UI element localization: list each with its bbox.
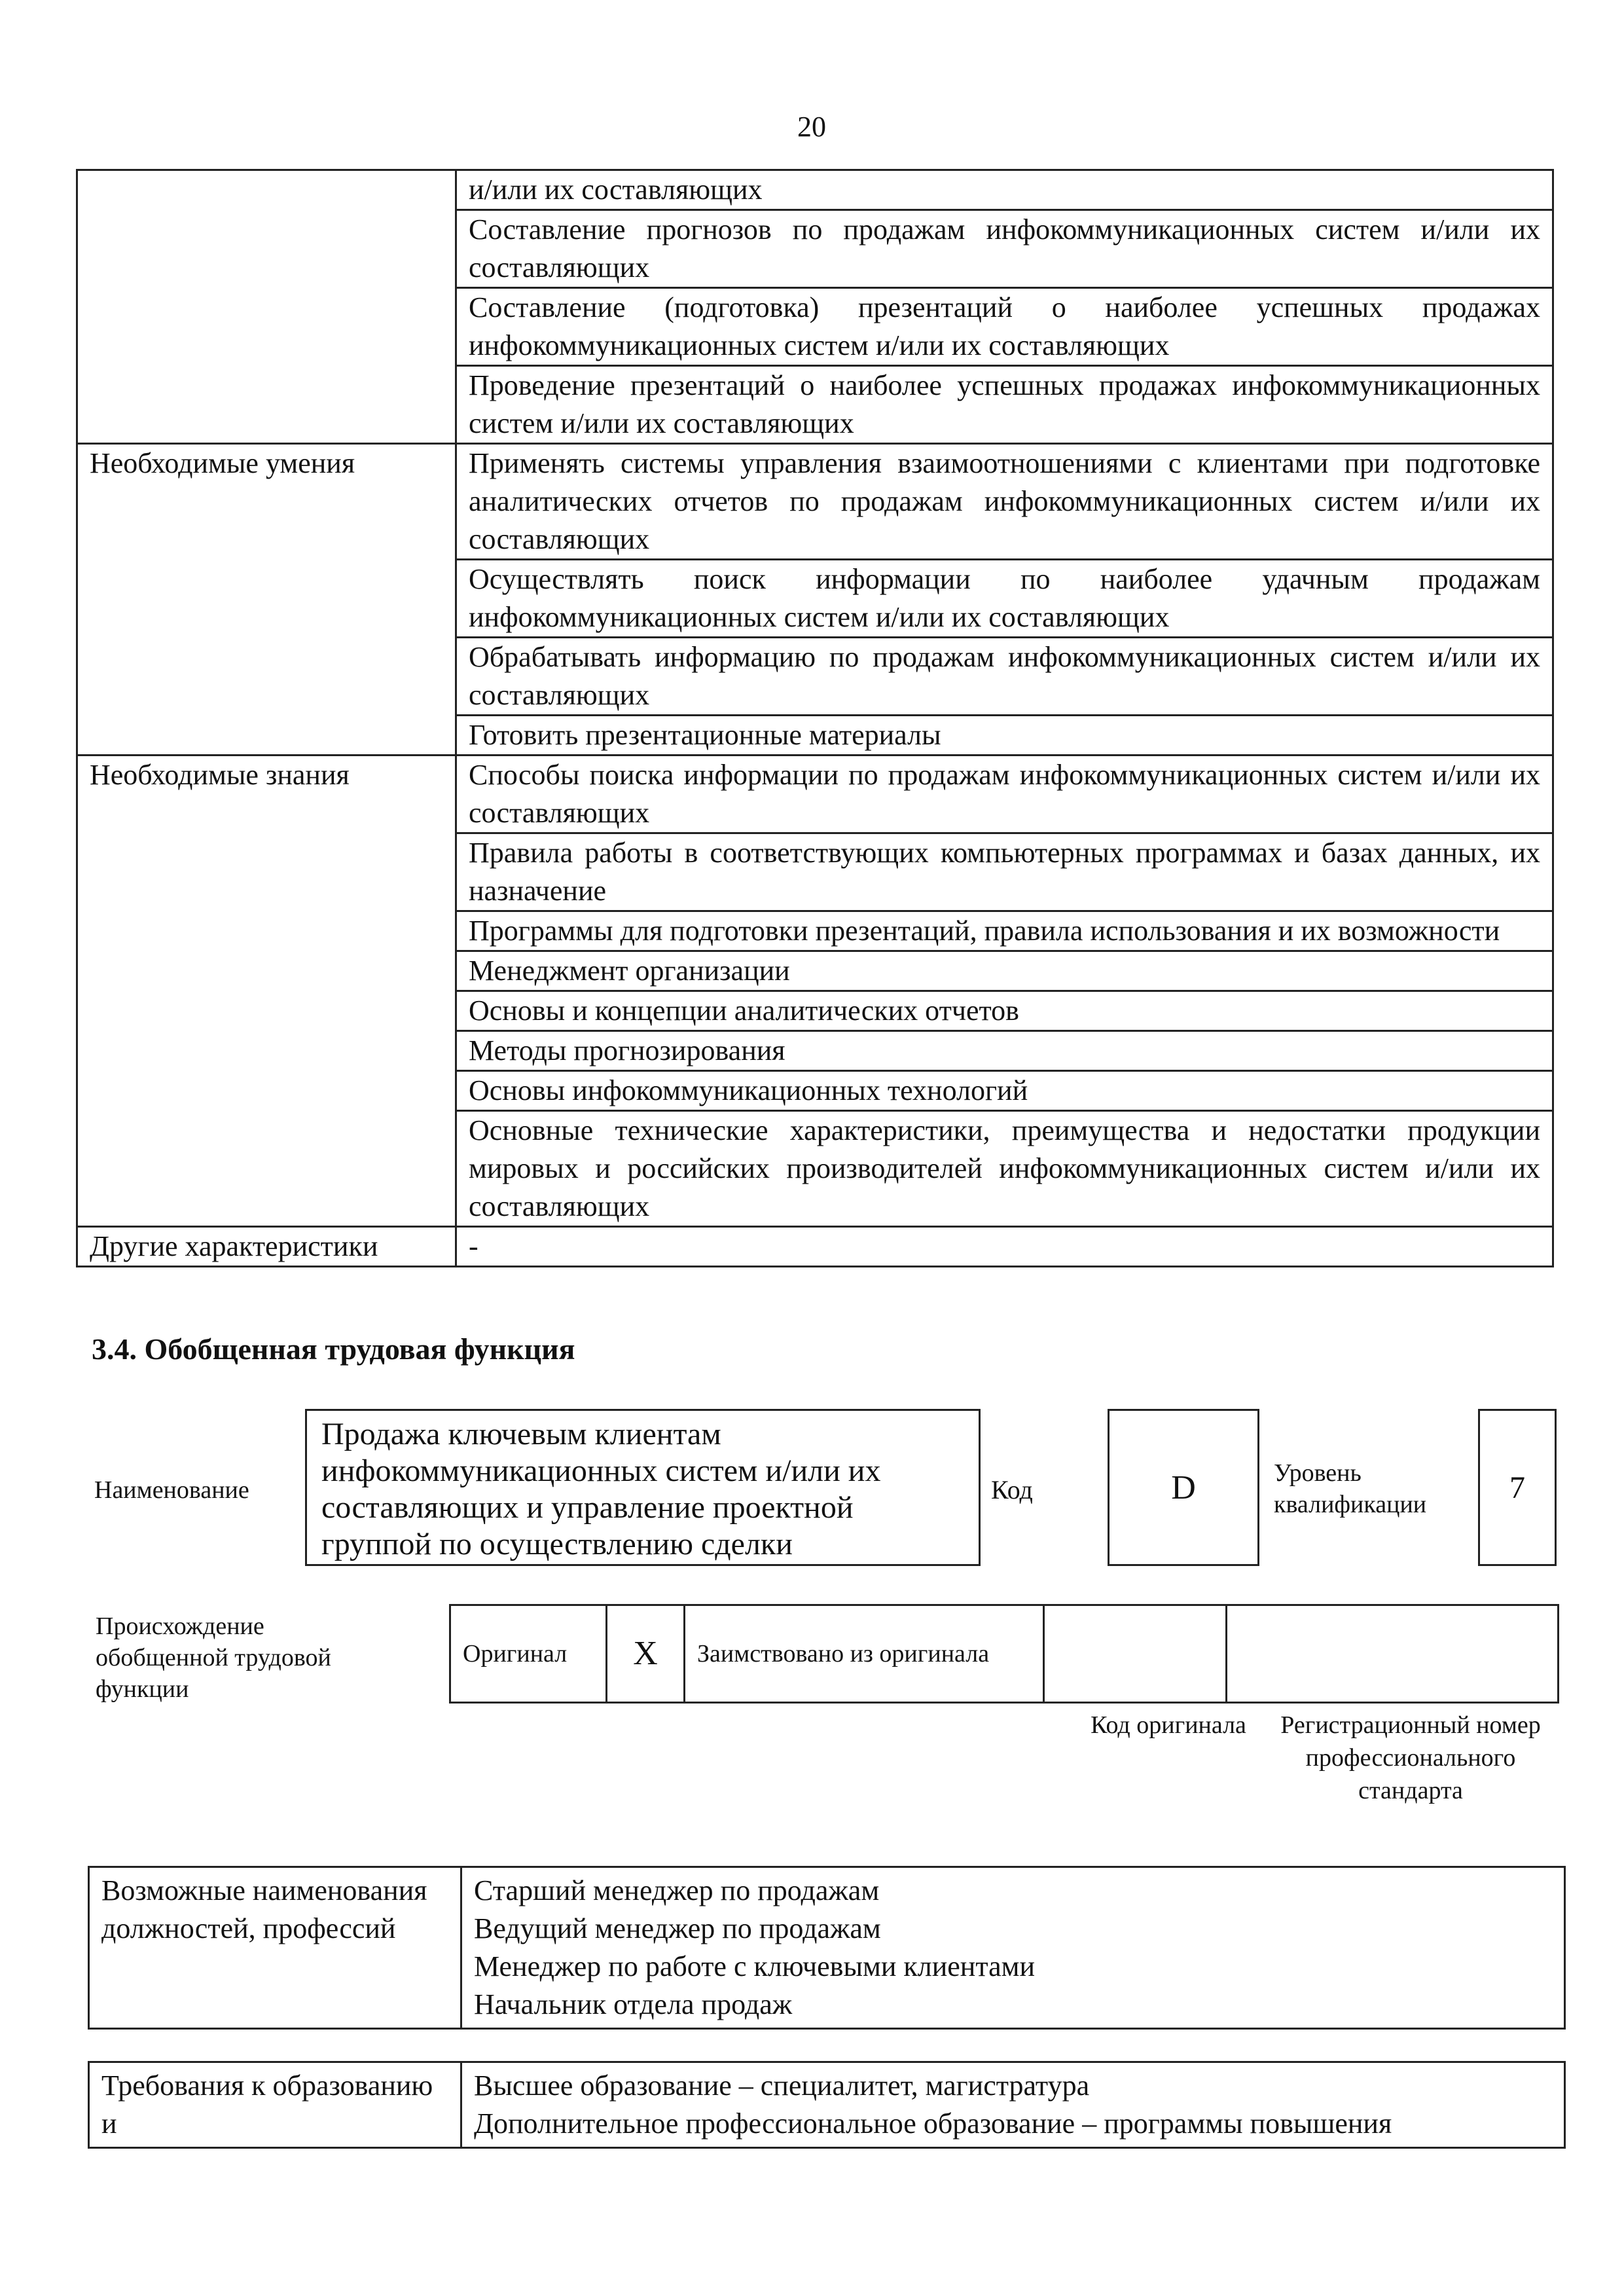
page-number: 20 bbox=[797, 111, 826, 143]
row-label-skills: Необходимые умения bbox=[77, 444, 456, 756]
cell-other: - bbox=[456, 1227, 1553, 1267]
registration-number-cell bbox=[1227, 1605, 1559, 1703]
cell-skill: Обрабатывать информацию по продажам инфокоммуникационных систем и/или их составляющих bbox=[456, 638, 1553, 716]
list-item: Старший менеджер по продажам bbox=[474, 1874, 880, 1906]
cell-knowledge: Менеджмент организации bbox=[456, 951, 1553, 991]
code-caption: Код оригинала bbox=[1091, 1711, 1246, 1739]
competencies-table bbox=[76, 169, 1554, 1267]
name-value-box: Продажа ключевым клиентам инфокоммуникационных систем и/или их составляющих и управление проектной группой по осуществлению сделки bbox=[305, 1409, 981, 1566]
table-row bbox=[450, 1605, 1559, 1703]
cell-action: Проведение презентаций о наиболее успешных продажах инфокоммуникационных систем и/или их составляющих bbox=[456, 366, 1553, 444]
code-value-box: D bbox=[1108, 1409, 1259, 1566]
level-value-box: 7 bbox=[1478, 1409, 1557, 1566]
positions-label: Возможные наименования должностей, профессий bbox=[89, 1867, 461, 2029]
row-label-knowledge: Необходимые знания bbox=[77, 756, 456, 1227]
table-row bbox=[77, 170, 1553, 210]
table-row bbox=[77, 1227, 1553, 1267]
row-label-actions bbox=[77, 170, 456, 444]
cell-knowledge: Методы прогнозирования bbox=[456, 1031, 1553, 1071]
cell-action: и/или их составляющих bbox=[456, 170, 1553, 210]
cell-skill: Применять системы управления взаимоотношениями с клиентами при подготовке аналитических отчетов по продажам инфокоммуникационных систем и/или их составляющих bbox=[456, 444, 1553, 560]
original-code-cell bbox=[1044, 1605, 1227, 1703]
original-mark: X bbox=[607, 1605, 685, 1703]
list-item: Дополнительное профессиональное образование – программы повышения bbox=[474, 2107, 1392, 2140]
education-table bbox=[88, 2061, 1566, 2149]
original-label: Оригинал bbox=[450, 1605, 607, 1703]
positions-table bbox=[88, 1866, 1566, 2030]
name-label: Наименование bbox=[94, 1476, 249, 1504]
cell-knowledge: Основы инфокоммуникационных технологий bbox=[456, 1071, 1553, 1111]
list-item: Ведущий менеджер по продажам bbox=[474, 1912, 881, 1944]
cell-skill: Готовить презентационные материалы bbox=[456, 716, 1553, 756]
cell-action: Составление прогнозов по продажам инфокоммуникационных систем и/или их составляющих bbox=[456, 210, 1553, 288]
table-row bbox=[89, 2062, 1565, 2148]
table-row bbox=[77, 756, 1553, 833]
origin-label: Происхождение обобщенной трудовой функции bbox=[96, 1613, 331, 1703]
list-item: Высшее образование – специалитет, магистратура bbox=[474, 2069, 1090, 2102]
cell-knowledge: Основные технические характеристики, преимущества и недостатки продукции мировых и российских производителей инфокоммуникационных систем и/или их составляющих bbox=[456, 1111, 1553, 1227]
origin-table bbox=[449, 1604, 1559, 1704]
table-row bbox=[89, 1867, 1565, 2029]
row-label-other: Другие характеристики bbox=[77, 1227, 456, 1267]
education-list bbox=[461, 2062, 1565, 2148]
cell-skill: Осуществлять поиск информации по наиболее удачным продажам инфокоммуникационных систем и/или их составляющих bbox=[456, 560, 1553, 638]
cell-knowledge: Способы поиска информации по продажам инфокоммуникационных систем и/или их составляющих bbox=[456, 756, 1553, 833]
cell-knowledge: Программы для подготовки презентаций, правила использования и их возможности bbox=[456, 911, 1553, 951]
list-item: Начальник отдела продаж bbox=[474, 1988, 793, 2020]
level-label: Уровень квалификации bbox=[1274, 1459, 1427, 1518]
list-item: Менеджер по работе с ключевыми клиентами bbox=[474, 1950, 1036, 1982]
registration-caption: Регистрационный номер профессионального стандарта bbox=[1280, 1711, 1541, 1804]
table-row bbox=[77, 444, 1553, 560]
positions-list bbox=[461, 1867, 1565, 2029]
code-label: Код bbox=[991, 1475, 1033, 1504]
cell-action: Составление (подготовка) презентаций о наиболее успешных продажах инфокоммуникационных систем и/или их составляющих bbox=[456, 288, 1553, 366]
borrowed-label: Заимствовано из оригинала bbox=[685, 1605, 1044, 1703]
cell-knowledge: Основы и концепции аналитических отчетов bbox=[456, 991, 1553, 1031]
section-title: 3.4. Обобщенная трудовая функция bbox=[92, 1332, 575, 1366]
education-label: Требования к образованию и bbox=[89, 2062, 461, 2148]
cell-knowledge: Правила работы в соответствующих компьютерных программах и базах данных, их назначение bbox=[456, 833, 1553, 911]
